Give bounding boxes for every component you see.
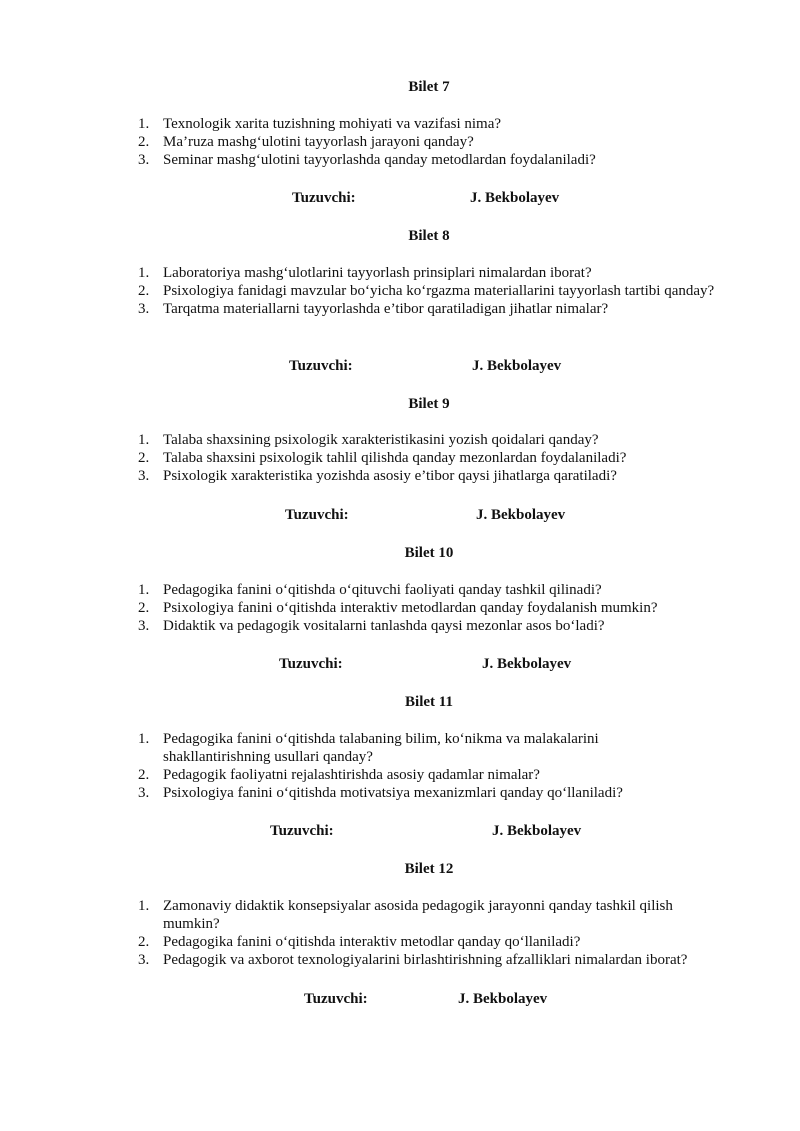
signature-label: Tuzuvchi: <box>304 991 368 1007</box>
question-number: 3. <box>138 152 150 168</box>
question-list <box>138 115 718 169</box>
question-text: Ma’ruza mashg‘ulotini tayyorlash jarayoni qanday? <box>163 134 474 150</box>
question-item <box>138 617 718 635</box>
question-number: 2. <box>138 134 150 150</box>
question-number: 3. <box>138 468 150 484</box>
question-text: Pedagogik faoliyatni rejalashtirishda asosiy qadamlar nimalar? <box>163 767 540 783</box>
ticket-title: Bilet 11 <box>405 694 453 710</box>
signature-name: J. Bekbolayev <box>482 656 572 672</box>
question-item <box>138 431 718 449</box>
question-number: 1. <box>138 731 150 747</box>
question-number: 3. <box>138 952 150 968</box>
question-number: 2. <box>138 600 150 616</box>
question-number: 3. <box>138 785 150 801</box>
signature-name: J. Bekbolayev <box>472 358 562 374</box>
question-number: 2. <box>138 934 150 950</box>
question-text: Didaktik va pedagogik vositalarni tanlashda qaysi mezonlar asos bo‘ladi? <box>163 618 605 634</box>
question-number: 2. <box>138 283 150 299</box>
question-number: 1. <box>138 116 150 132</box>
question-item <box>138 933 718 951</box>
question-number: 2. <box>138 450 150 466</box>
signature-label: Tuzuvchi: <box>285 507 349 523</box>
question-text: Psixologiya fanidagi mavzular bo‘yicha ko‘rgazma materiallarini tayyorlash tartibi qanday? <box>163 283 715 299</box>
signature-name: J. Bekbolayev <box>458 991 548 1007</box>
signature-label: Tuzuvchi: <box>279 656 343 672</box>
question-item <box>138 282 718 300</box>
question-item <box>138 766 718 784</box>
signature-name: J. Bekbolayev <box>476 507 566 523</box>
question-text: Zamonaviy didaktik konsepsiyalar asosida pedagogik jarayonni qanday tashkil qilish mumkin? <box>163 898 673 932</box>
question-list <box>138 581 718 635</box>
signature-label: Tuzuvchi: <box>270 823 334 839</box>
question-text: Pedagogik va axborot texnologiyalarini birlashtirishning afzalliklari nimalardan iborat? <box>163 952 688 968</box>
ticket-title: Bilet 12 <box>404 861 454 877</box>
question-number: 1. <box>138 432 150 448</box>
question-list <box>138 431 718 485</box>
question-text: Pedagogika fanini o‘qitishda talabaning bilim, ko‘nikma va malakalarini shakllantirishning usullari qanday? <box>163 731 599 765</box>
question-number: 1. <box>138 265 150 281</box>
question-item <box>138 467 718 485</box>
question-list <box>138 264 718 318</box>
question-text: Talaba shaxsini psixologik tahlil qilishda qanday mezonlardan foydalaniladi? <box>163 450 627 466</box>
question-number: 3. <box>138 618 150 634</box>
question-item <box>138 151 718 169</box>
question-item <box>138 897 723 933</box>
question-item <box>138 730 633 766</box>
signature-label: Tuzuvchi: <box>292 190 356 206</box>
question-item <box>138 599 718 617</box>
question-text: Seminar mashg‘ulotini tayyorlashda qanday metodlardan foydalaniladi? <box>163 152 596 168</box>
signature-name: J. Bekbolayev <box>470 190 560 206</box>
question-number: 1. <box>138 898 150 914</box>
signature-label: Tuzuvchi: <box>289 358 353 374</box>
question-text: Psixologiya fanini o‘qitishda interaktiv metodlardan qanday foydalanish mumkin? <box>163 600 658 616</box>
question-text: Texnologik xarita tuzishning mohiyati va vazifasi nima? <box>163 116 502 132</box>
question-item <box>138 115 718 133</box>
question-text: Pedagogika fanini o‘qitishda o‘qituvchi faoliyati qanday tashkil qilinadi? <box>163 582 602 598</box>
signature-name: J. Bekbolayev <box>492 823 582 839</box>
ticket-title: Bilet 8 <box>408 228 450 244</box>
question-text: Laboratoriya mashg‘ulotlarini tayyorlash prinsiplari nimalardan iborat? <box>163 265 592 281</box>
question-item <box>138 264 718 282</box>
question-number: 1. <box>138 582 150 598</box>
question-text: Psixologiya fanini o‘qitishda motivatsiya mexanizmlari qanday qo‘llaniladi? <box>163 785 623 801</box>
ticket-title: Bilet 10 <box>404 545 454 561</box>
question-list <box>138 730 718 802</box>
question-item <box>138 951 763 969</box>
question-text: Pedagogika fanini o‘qitishda interaktiv metodlar qanday qo‘llaniladi? <box>163 934 581 950</box>
question-text: Tarqatma materiallarni tayyorlashda e’tibor qaratiladigan jihatlar nimalar? <box>163 301 609 317</box>
question-item <box>138 133 718 151</box>
question-text: Psixologik xarakteristika yozishda asosiy e’tibor qaysi jihatlarga qaratiladi? <box>163 468 617 484</box>
question-list <box>138 897 718 969</box>
ticket-title: Bilet 9 <box>408 396 450 412</box>
question-item <box>138 581 718 599</box>
ticket-title: Bilet 7 <box>408 79 450 95</box>
question-item <box>138 784 718 802</box>
question-number: 3. <box>138 301 150 317</box>
question-number: 2. <box>138 767 150 783</box>
question-text: Talaba shaxsining psixologik xarakteristikasini yozish qoidalari qanday? <box>163 432 599 448</box>
question-item <box>138 449 718 467</box>
question-item <box>138 300 718 318</box>
